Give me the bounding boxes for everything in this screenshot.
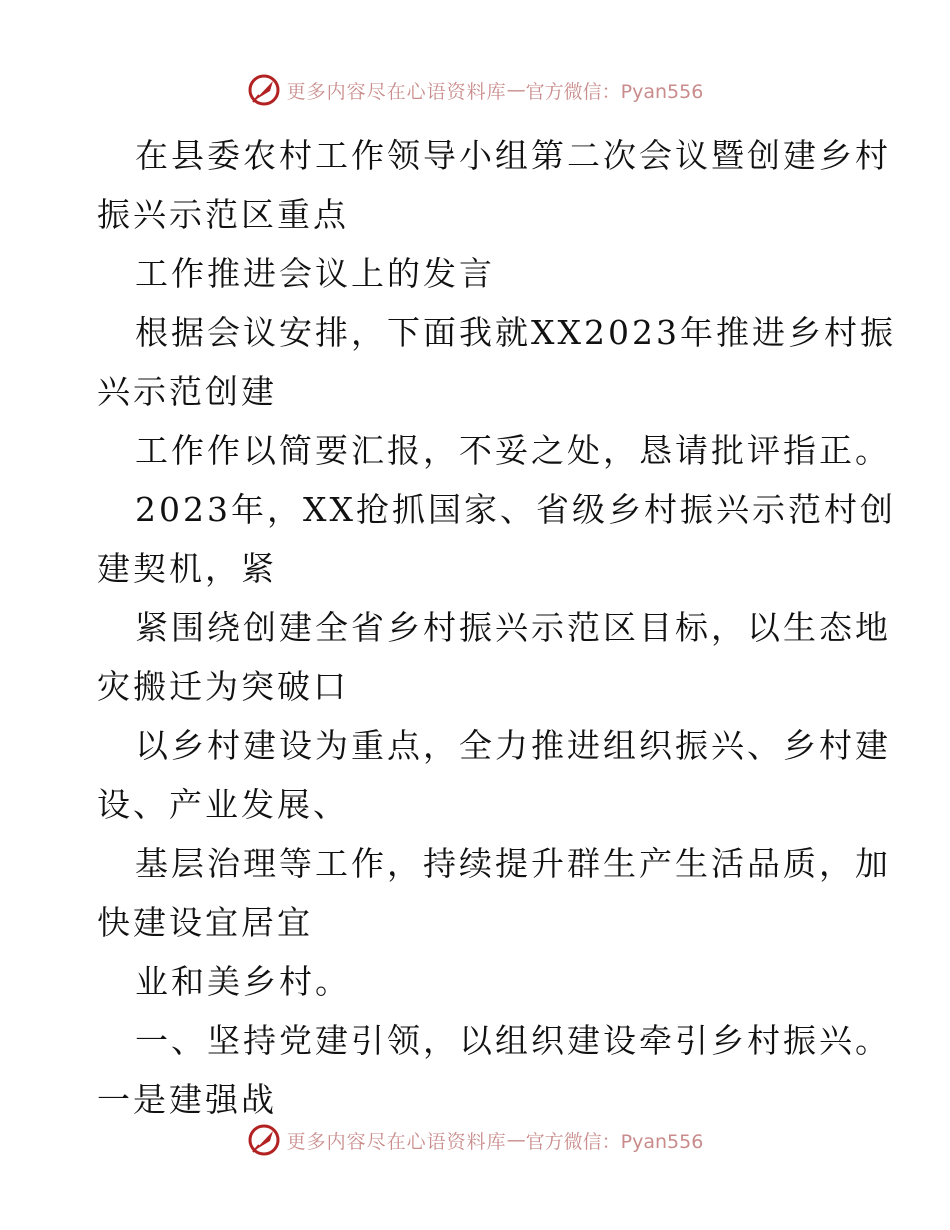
text-line: 设、产业发展、 [97, 785, 349, 824]
text-line: 兴示范创建 [97, 372, 277, 411]
banner-site-name: 更多内容尽在心语资料库 [286, 1130, 507, 1153]
text-line: 一是建强战 [97, 1080, 277, 1119]
text-line: 业和美乡村。 [135, 962, 351, 1001]
text-line: 灾搬迁为突破口 [97, 667, 349, 706]
text-line: 2023年，XX抢抓国家、省级乡村振兴示范村创 [135, 490, 896, 529]
text-line: 根据会议安排，下面我就XX2023年推进乡村振 [135, 313, 896, 352]
text-line: 在县委农村工作领导小组第二次会议暨创建乡村 [135, 136, 891, 175]
footer-watermark-banner [0, 1120, 950, 1160]
text-line: 工作作以简要汇报，不妥之处，恳请批评指正。 [135, 431, 891, 470]
text-line: 工作推进会议上的发言 [135, 254, 495, 293]
banner-wechat: 官方微信：Pyan556 [525, 1130, 704, 1153]
header-watermark-banner [0, 70, 950, 110]
text-line: 基层治理等工作，持续提升群生产生活品质，加 [135, 844, 891, 883]
banner-site-name: 更多内容尽在心语资料库 [286, 80, 507, 103]
text-line: 建契机，紧 [97, 549, 277, 588]
banner-wechat: 官方微信：Pyan556 [525, 80, 704, 103]
document-body [97, 126, 896, 1129]
text-line: 紧围绕创建全省乡村振兴示范区目标，以生态地 [135, 608, 891, 647]
quill-logo-icon [247, 73, 281, 107]
text-line: 快建设宜居宜 [97, 903, 313, 942]
quill-logo-icon [247, 1123, 281, 1157]
text-line: 一、坚持党建引领，以组织建设牵引乡村振兴。 [135, 1021, 891, 1060]
text-line: 以乡村建设为重点，全力推进组织振兴、乡村建 [135, 726, 891, 765]
text-line: 振兴示范区重点 [97, 195, 349, 234]
banner-separator: — [506, 79, 526, 101]
banner-separator: — [506, 1129, 526, 1151]
